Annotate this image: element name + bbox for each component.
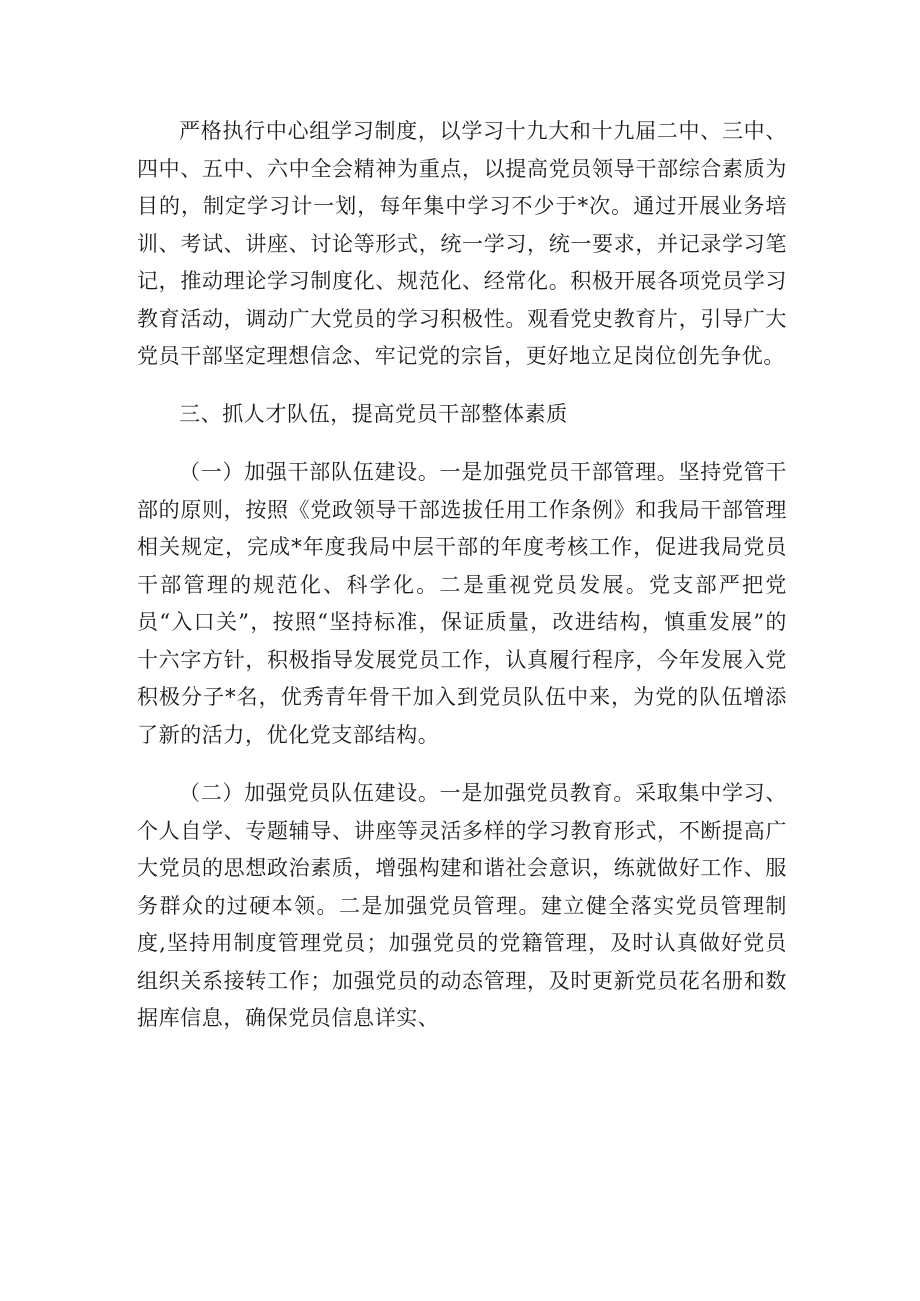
section-heading-talent-team: 三、抓人才队伍，提高党员干部整体素质: [179, 401, 568, 426]
paragraph-study-system: 严格执行中心组学习制度，以学习十九大和十九届二中、三中、四中、五中、六中全会精神为重点，以提高党员领导干部综合素质为目的，制定学习计一划，每年集中学习不少于*次。通过开展业务培训、考试、讲座、讨论等形式，统一学习，统一要求，并记录学习笔记，推动理论学习制度化、规范化、经常化。积极开展各项党员学习教育活动，调动广大党员的学习积极性。观看党史教育片，引导广大党员干部坚定理想信念、牢记党的宗旨，更好地立足岗位创先争优。: [137, 119, 787, 368]
paragraph-party-member-team-building: （二）加强党员队伍建设。一是加强党员教育。采取集中学习、个人自学、专题辅导、讲座等灵活多样的学习教育形式，不断提高广大党员的思想政治素质，增强构建和谐社会意识，练就做好工作、服务群众的过硬本领。二是加强党员管理。建立健全落实党员管理制度,坚持用制度管理党员；加强党员的党籍管理，及时认真做好党员组织关系接转工作；加强党员的动态管理，及时更新党员花名册和数据库信息，确保党员信息详实、: [137, 781, 787, 1030]
paragraph-cadre-team-building: （一）加强干部队伍建设。一是加强党员干部管理。坚持党管干部的原则，按照《党政领导干部选拔任用工作条例》和我局干部管理相关规定，完成*年度我局中层干部的年度考核工作，促进我局党员干部管理的规范化、科学化。二是重视党员发展。党支部严把党员“入口关”，按照“坚持标准，保证质量，改进结构，慎重发展”的十六字方针，积极指导发展党员工作，认真履行程序，今年发展入党积极分子*名，优秀青年骨干加入到党员队伍中来，为党的队伍增添了新的活力，优化党支部结构。: [137, 460, 787, 747]
document-body: [137, 113, 787, 1038]
